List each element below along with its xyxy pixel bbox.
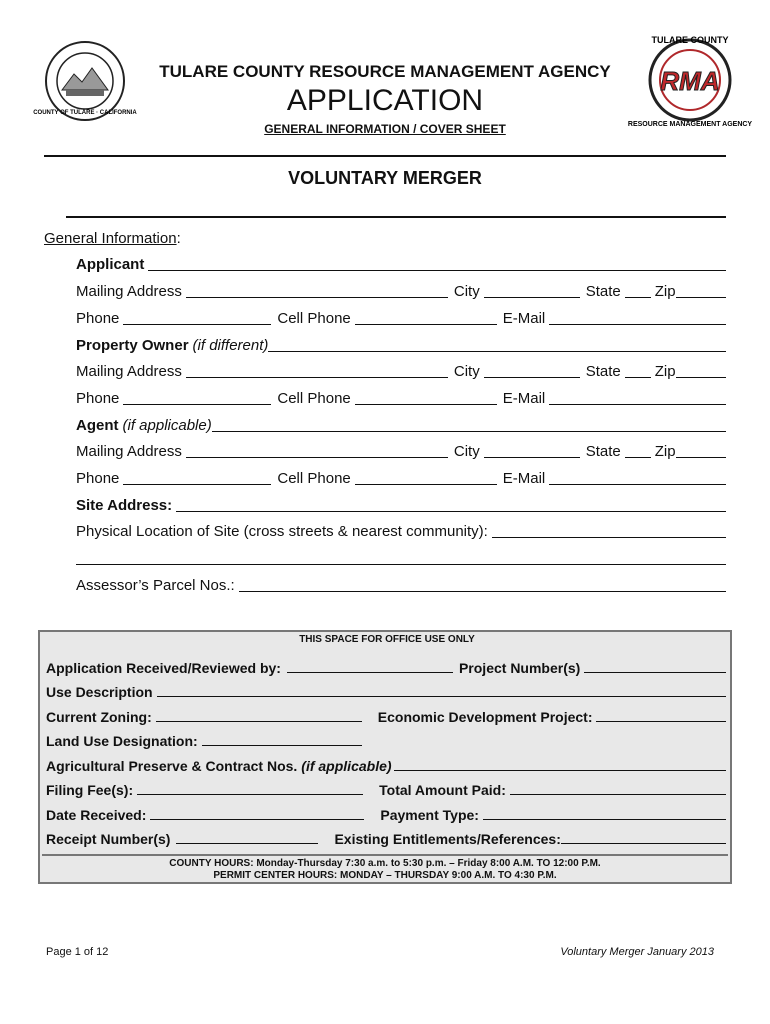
rma-top-text: TULARE COUNTY (651, 35, 729, 45)
total-paid-field[interactable] (510, 794, 726, 795)
applicant-phone-field[interactable] (123, 324, 271, 325)
agent-row: Agent (if applicable) (76, 415, 726, 435)
applicant-field[interactable] (148, 270, 726, 271)
owner-phone-field[interactable] (123, 404, 271, 405)
agent-phone-field[interactable] (123, 484, 271, 485)
applicant-phone-row: Phone Cell Phone E-Mail (76, 308, 726, 328)
office-row-ag: Agricultural Preserve & Contract Nos. (if applicable) (46, 756, 726, 774)
entitlements-field[interactable] (561, 843, 726, 844)
owner-phone-row: Phone Cell Phone E-Mail (76, 388, 726, 408)
agency-name: TULARE COUNTY RESOURCE MANAGEMENT AGENCY (159, 62, 611, 81)
owner-state-field[interactable] (625, 377, 651, 378)
doc-footer: Voluntary Merger January 2013 (560, 946, 714, 958)
subtitle: GENERAL INFORMATION / COVER SHEET (264, 122, 506, 136)
office-row-fees: Filing Fee(s): Total Amount Paid: (46, 780, 726, 798)
office-row-received: Application Received/Reviewed by: Project Number(s) (46, 658, 726, 676)
owner-row: Property Owner (if different) (76, 335, 726, 355)
ag-preserve-field[interactable] (394, 770, 726, 771)
applicant-zip-field[interactable] (676, 297, 726, 298)
received-by-field[interactable] (287, 672, 453, 673)
office-use-box (38, 630, 732, 884)
location-field-2[interactable] (76, 564, 726, 565)
location-field[interactable] (492, 537, 726, 538)
applicant-mailing-field[interactable] (186, 297, 448, 298)
agent-zip-field[interactable] (676, 457, 726, 458)
seal-text: COUNTY OF TULARE · CALIFORNIA (33, 110, 137, 116)
office-row-zoning: Current Zoning: Economic Development Project: (46, 707, 726, 725)
agent-state-field[interactable] (625, 457, 651, 458)
agent-mailing-row: Mailing Address City State Zip (76, 441, 726, 461)
apn-field[interactable] (239, 591, 726, 592)
site-row: Site Address: (76, 495, 726, 515)
location-row-2 (76, 548, 726, 568)
page-title: APPLICATION (286, 84, 484, 117)
payment-type-field[interactable] (483, 819, 726, 820)
receipt-field[interactable] (176, 843, 318, 844)
zoning-field[interactable] (156, 721, 362, 722)
project-number-field[interactable] (584, 672, 726, 673)
date-received-field[interactable] (150, 819, 364, 820)
office-row-landuse: Land Use Designation: (46, 731, 726, 749)
owner-mailing-field[interactable] (186, 377, 448, 378)
owner-city-field[interactable] (484, 377, 580, 378)
owner-field[interactable] (268, 351, 726, 352)
divider-title (66, 216, 726, 218)
applicant-email-field[interactable] (549, 324, 726, 325)
rma-bottom-text: RESOURCE MANAGEMENT AGENCY (627, 121, 753, 128)
agent-phone-row: Phone Cell Phone E-Mail (76, 468, 726, 488)
office-use-heading: THIS SPACE FOR OFFICE USE ONLY (299, 634, 475, 645)
agent-city-field[interactable] (484, 457, 580, 458)
applicant-row: Applicant (76, 254, 726, 274)
apn-row: Assessor’s Parcel Nos.: (76, 575, 726, 595)
office-row-use: Use Description (46, 682, 726, 700)
agent-email-field[interactable] (549, 484, 726, 485)
permit-hours: PERMIT CENTER HOURS: MONDAY – THURSDAY 9:00 A.M. TO 4:30 P.M. (213, 870, 557, 881)
agent-field[interactable] (212, 431, 726, 432)
owner-zip-field[interactable] (676, 377, 726, 378)
form-title: VOLUNTARY MERGER (288, 168, 482, 188)
divider-top (44, 155, 726, 157)
owner-email-field[interactable] (549, 404, 726, 405)
applicant-cell-field[interactable] (355, 324, 497, 325)
applicant-city-field[interactable] (484, 297, 580, 298)
rma-mark: RMA (660, 66, 720, 96)
owner-mailing-row: Mailing Address City State Zip (76, 361, 726, 381)
agent-cell-field[interactable] (355, 484, 497, 485)
general-heading: General Information: (44, 230, 181, 247)
office-row-receipt: Receipt Number(s) Existing Entitlements/References: (46, 829, 726, 847)
location-row: Physical Location of Site (cross streets & nearest community): (76, 521, 726, 541)
applicant-state-field[interactable] (625, 297, 651, 298)
county-hours: COUNTY HOURS: Monday-Thursday 7:30 a.m. to 5:30 p.m. – Friday 8:00 A.M. TO 12:00 P.M. (169, 858, 601, 869)
office-row-date: Date Received: Payment Type: (46, 805, 726, 823)
use-description-field[interactable] (157, 696, 726, 697)
econ-field[interactable] (596, 721, 726, 722)
filing-fees-field[interactable] (137, 794, 363, 795)
land-use-field[interactable] (202, 745, 362, 746)
applicant-mailing-row: Mailing Address City State Zip (76, 281, 726, 301)
hours-notice (42, 854, 728, 880)
site-address-field[interactable] (176, 511, 726, 512)
owner-cell-field[interactable] (355, 404, 497, 405)
page-number: Page 1 of 12 (46, 946, 109, 958)
agent-mailing-field[interactable] (186, 457, 448, 458)
